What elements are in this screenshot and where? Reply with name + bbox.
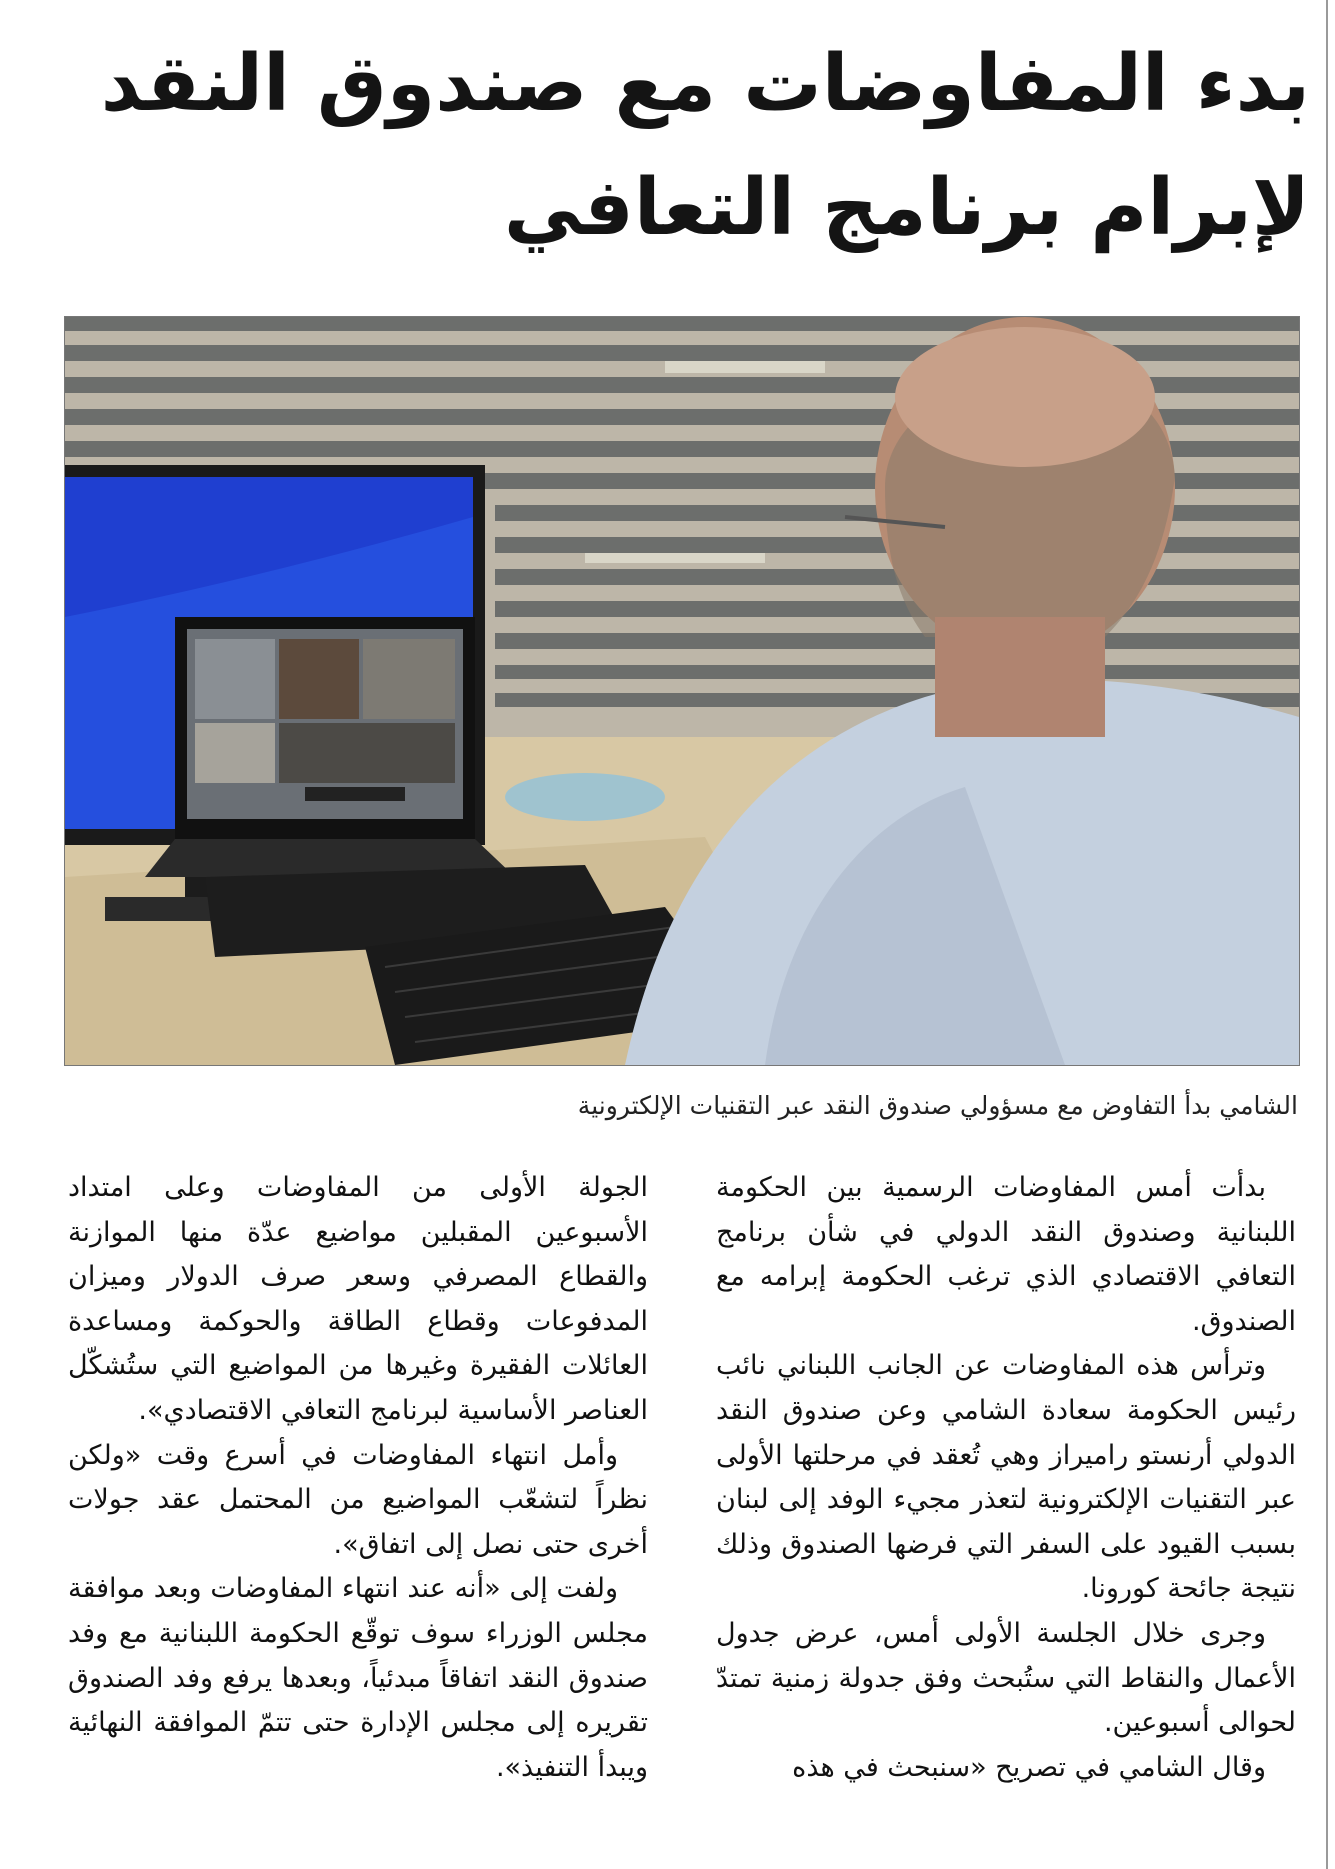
headline-line-2: لإبرام برنامج التعافي — [503, 163, 1310, 253]
headline-line-1: بدء المفاوضات مع صندوق النقد — [100, 39, 1310, 129]
paragraph: بدأت أمس المفاوضات الرسمية بين الحكومة اللبنانية وصندوق النقد الدولي في شأن برنامج التعافي الاقتصادي الذي ترغب الحكومة إبرامه مع الصندوق. — [716, 1172, 1296, 1337]
paragraph: وترأس هذه المفاوضات عن الجانب اللبناني نائب رئيس الحكومة سعادة الشامي وعن صندوق النقد الدولي أرنستو راميراز وهي تُعقد في مرحلتها الأولى عبر التقنيات الإلكترونية لتعذر مجيء الوفد إلى لبنان بسبب القيود على السفر التي فرضها الصندوق وذلك نتيجة جائحة كورونا. — [716, 1350, 1296, 1605]
photo-caption: الشامي بدأ التفاوض مع مسؤولي صندوق النقد عبر التقنيات الإلكترونية — [577, 1091, 1298, 1120]
headline — [40, 22, 1310, 270]
article-column-right — [716, 1166, 1296, 1790]
article-photo — [64, 316, 1300, 1066]
photo-man-video-conference-icon — [65, 317, 1299, 1065]
paragraph: وجرى خلال الجلسة الأولى أمس، عرض جدول الأعمال والنقاط التي ستُبحث وفق جدولة زمنية تمتدّ لحوالى أسبوعين. — [716, 1617, 1296, 1739]
paragraph: وقال الشامي في تصريح «سنبحث في هذه — [792, 1751, 1266, 1783]
paragraph: وأمل انتهاء المفاوضات في أسرع وقت «ولكن نظراً لتشعّب المواضيع من المحتمل عقد جولات أخرى حتى نصل إلى اتفاق». — [68, 1439, 648, 1560]
article-column-left — [68, 1166, 648, 1790]
paragraph: الجولة الأولى من المفاوضات وعلى امتداد الأسبوعين المقبلين مواضيع عدّة منها الموازنة والقطاع المصرفي وسعر صرف الدولار وميزان المدفوعات وقطاع الطاقة والحوكمة ومساعدة العائلات الفقيرة وغيرها من المواضيع التي ستُشكّل العناصر الأساسية لبرنامج التعافي الاقتصادي». — [68, 1172, 648, 1426]
page-edge-rule — [1326, 0, 1328, 1869]
paragraph: ولفت إلى «أنه عند انتهاء المفاوضات وبعد موافقة مجلس الوزراء سوف توقّع الحكومة اللبنانية مع وفد صندوق النقد اتفاقاً مبدئياً، وبعدها يرفع وفد الصندوق تقريره إلى مجلس الإدارة حتى تتمّ الموافقة النهائية ويبدأ التنفيذ». — [68, 1573, 648, 1783]
